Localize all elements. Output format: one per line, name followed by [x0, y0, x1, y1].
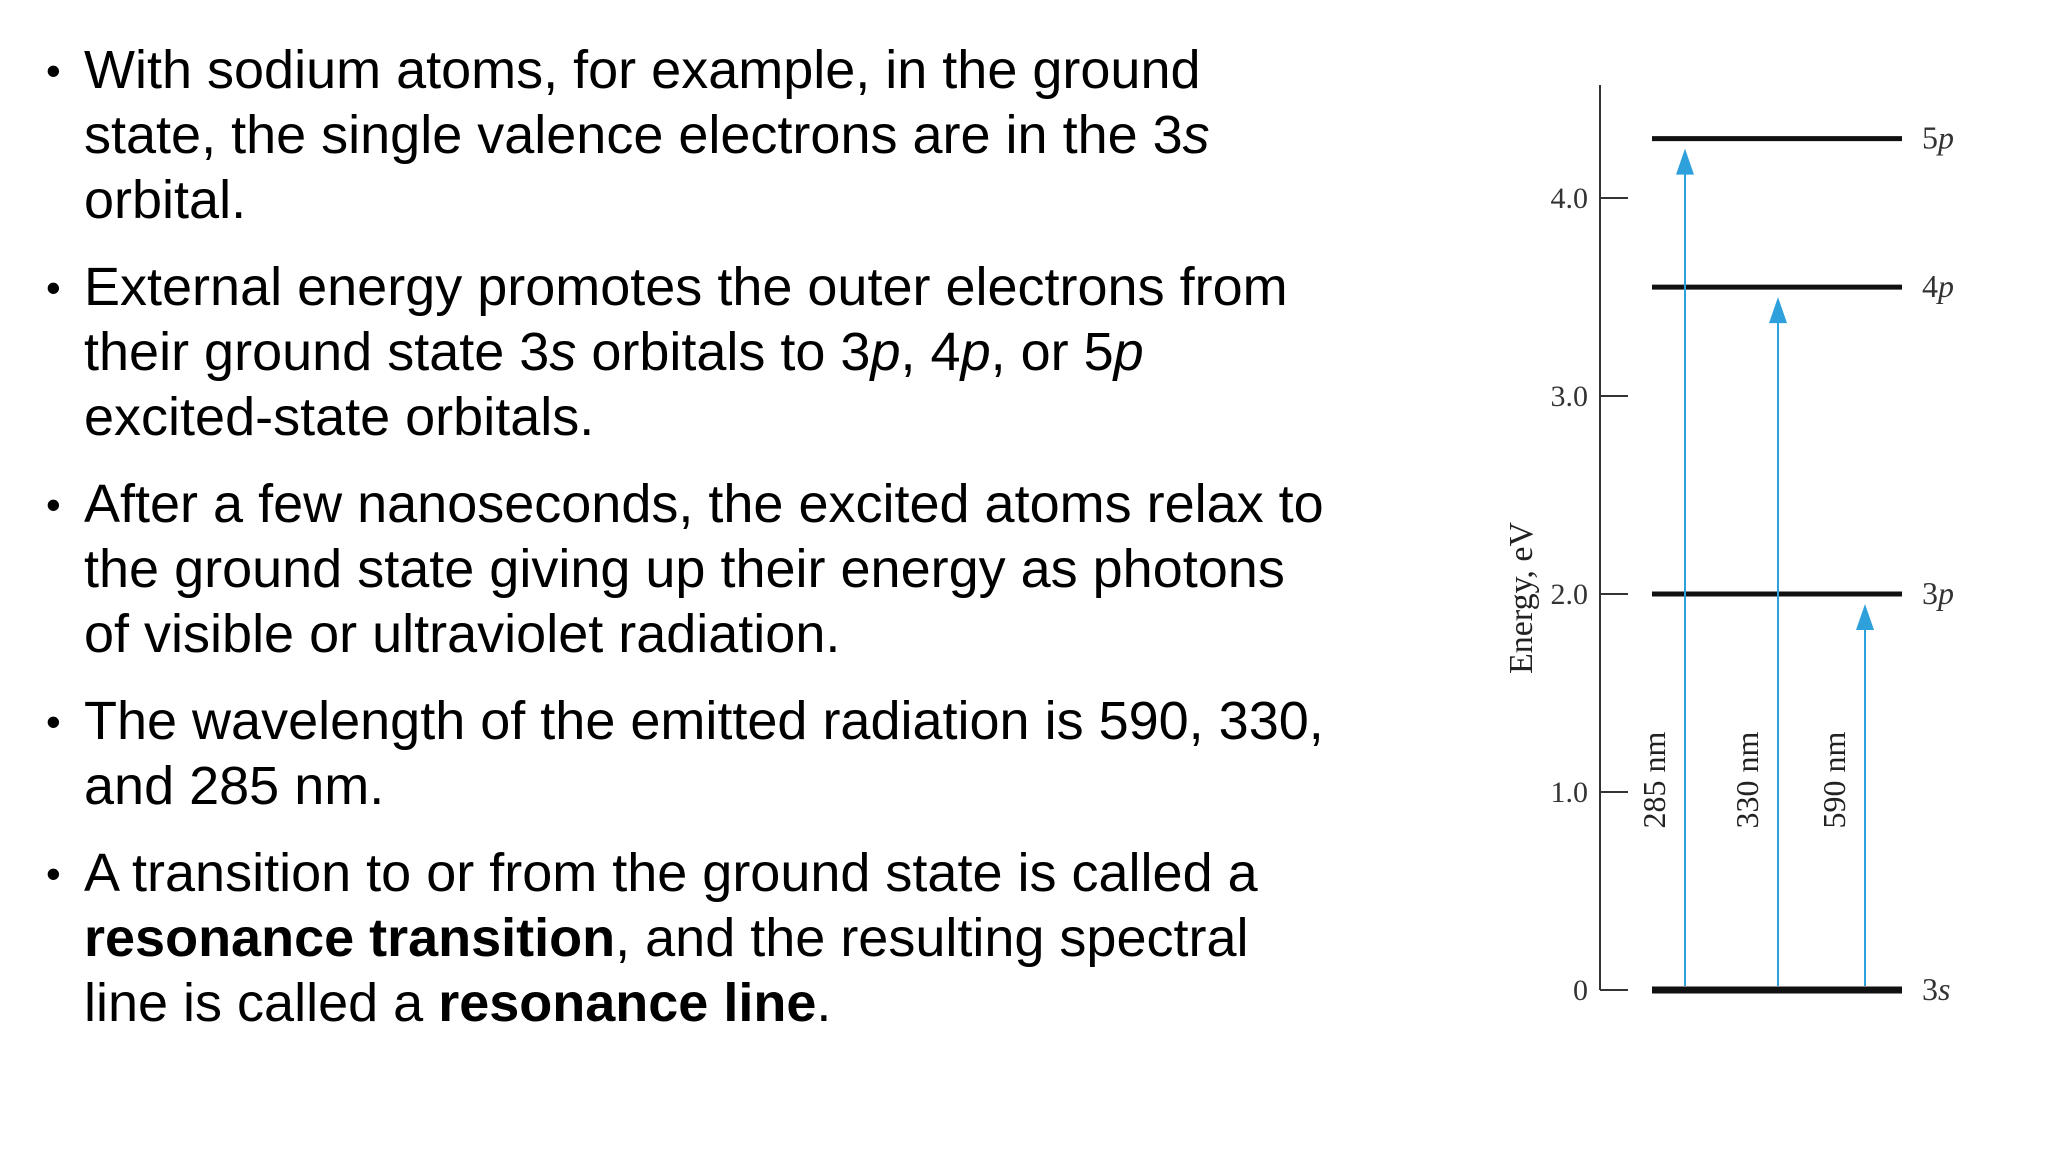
transition-arrows	[1636, 149, 1874, 986]
tick-label: 3.0	[1550, 380, 1588, 413]
level-number: 3	[1922, 971, 1938, 1007]
bullet-text-run: s	[549, 322, 577, 382]
bullet-text-run: A transition to or from the ground state is called a	[84, 843, 1258, 903]
level-number: 5	[1922, 119, 1938, 156]
transition-arrow-head	[1769, 297, 1787, 323]
transition-arrow-head	[1676, 149, 1694, 175]
bullet-item	[44, 38, 1344, 233]
bullet-list	[44, 38, 1344, 1058]
bullet-item	[44, 689, 1344, 819]
level-orbital: s	[1938, 971, 1951, 1007]
level-number: 4	[1922, 268, 1938, 305]
bullet-text-run: , or 5	[990, 322, 1114, 382]
bullet-text-run: , 4	[900, 322, 961, 382]
level-orbital: p	[1938, 268, 1954, 305]
bullet-marker: •	[46, 481, 61, 528]
tick-label: 1.0	[1550, 776, 1588, 809]
bullet-item	[44, 841, 1344, 1036]
level-label-3s	[1922, 971, 1950, 1007]
level-orbital: p	[1938, 119, 1954, 156]
level-label-4p	[1922, 268, 1954, 304]
bullet-text-run: s	[1182, 105, 1210, 165]
bullet-text	[84, 843, 1258, 1033]
bullet-text-run: excited-state orbitals.	[84, 387, 595, 447]
bullet-text	[84, 257, 1288, 447]
bullet-text-run: resonance line	[438, 973, 817, 1033]
level-number: 3	[1922, 575, 1938, 611]
level-label-5p	[1922, 120, 1954, 156]
bullet-text-run: resonance transition	[84, 908, 616, 968]
bullet-text-run: p	[870, 322, 901, 382]
bullet-text-run: The wavelength of the emitted radiation is 590, 330, and 285 nm.	[84, 691, 1324, 816]
bullet-item	[44, 255, 1344, 450]
bullet-text	[84, 691, 1324, 816]
bullet-text-run: p	[1113, 322, 1144, 382]
bullet-marker: •	[46, 264, 61, 311]
axis-title: Energy, eV	[1503, 521, 1540, 675]
bullet-text-run: orbitals to 3	[576, 322, 871, 382]
bullet-marker: •	[46, 850, 61, 897]
bullet-text-run: External energy promotes the outer electrons from their ground state 3	[84, 257, 1288, 382]
bullet-text-run: .	[816, 973, 832, 1033]
level-label-3p	[1922, 575, 1954, 611]
energy-level-diagram	[1440, 60, 2000, 1040]
level-orbital: p	[1938, 575, 1954, 611]
bullet-text	[84, 40, 1210, 230]
bullet-item	[44, 472, 1344, 667]
wavelength-label: 590 nm	[1816, 731, 1852, 829]
bullet-text-run: With sodium atoms, for example, in the ground state, the single valence electrons are in the 3	[84, 40, 1201, 165]
bullet-text-run: orbital.	[84, 170, 247, 230]
energy-levels	[1652, 120, 1954, 1007]
transition-arrow-head	[1856, 604, 1874, 630]
axis-ticks	[1551, 182, 1629, 1007]
bullet-text-run: p	[960, 322, 991, 382]
bullet-text-run: After a few nanoseconds, the excited atoms relax to the ground state giving up their energy as photons of visible or ultraviolet radiation.	[84, 474, 1324, 664]
tick-label: 0	[1573, 974, 1588, 1007]
wavelength-label: 330 nm	[1729, 731, 1765, 829]
bullet-text-run: , and the resulting spectral line is called a	[84, 908, 1249, 1033]
energy-diagram-svg	[1440, 60, 2000, 1040]
wavelength-label: 285 nm	[1636, 731, 1672, 829]
bullet-text	[84, 474, 1324, 664]
bullet-marker: •	[46, 47, 61, 94]
bullet-marker: •	[46, 698, 61, 745]
tick-label: 4.0	[1550, 182, 1588, 215]
tick-label: 2.0	[1550, 578, 1588, 611]
